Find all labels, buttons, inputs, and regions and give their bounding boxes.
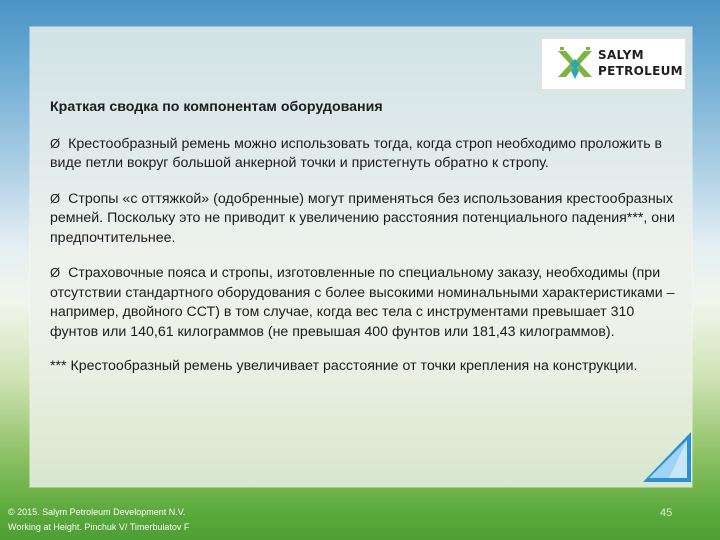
company-logo bbox=[541, 38, 686, 90]
logo-text-salym: SALYM bbox=[598, 48, 644, 62]
slide-content bbox=[50, 98, 680, 392]
page-number: 45 bbox=[660, 507, 673, 519]
bullet-text: Страховочные пояса и стропы, изготовленные по специальному заказу, необходимы (при отсутствии стандартного оборудования с более высокими номинальными характеристиками – например, двойного ССТ) в том случае, когда вес тела с инструментами превышает 310 фунтов или 140,61 килограммов (не превышая 400 фунтов или 181,43 килограммов). bbox=[50, 265, 675, 340]
bullet-text: Стропы «с оттяжкой» (одобренные) могут применяться без использования крестообразных ремней. Поскольку это не приводит к увеличению расстояния потенциального падения***, они предпочтительнее. bbox=[50, 190, 675, 246]
arrow-bullet-icon: Ø bbox=[50, 135, 61, 151]
footnote-text: *** Крестообразный ремень увеличивает расстояние от точки крепления на конструкции. bbox=[50, 358, 638, 374]
footer-course-info: Working at Height. Pinchuk V/ Timerbulatov F bbox=[8, 522, 190, 532]
arrow-bullet-icon: Ø bbox=[50, 190, 61, 206]
bullet-item bbox=[50, 134, 680, 174]
slide-title: Краткая сводка по компонентам оборудования bbox=[50, 99, 383, 115]
salym-logo-icon bbox=[556, 45, 594, 83]
footer-copyright: © 2015. Salym Petroleum Development N.V. bbox=[8, 507, 186, 517]
bullet-item bbox=[50, 263, 680, 342]
bullet-item bbox=[50, 189, 680, 249]
arrow-bullet-icon: Ø bbox=[50, 265, 61, 280]
footer bbox=[8, 505, 189, 535]
page-corner-icon bbox=[643, 432, 693, 484]
logo-text-petroleum: PETROLEUM bbox=[598, 64, 683, 78]
bullet-text: Крестообразный ремень можно использовать тогда, когда строп необходимо проложить в виде петли вокруг большой анкерной точки и пристегнуть обратно к стропу. bbox=[50, 135, 663, 171]
